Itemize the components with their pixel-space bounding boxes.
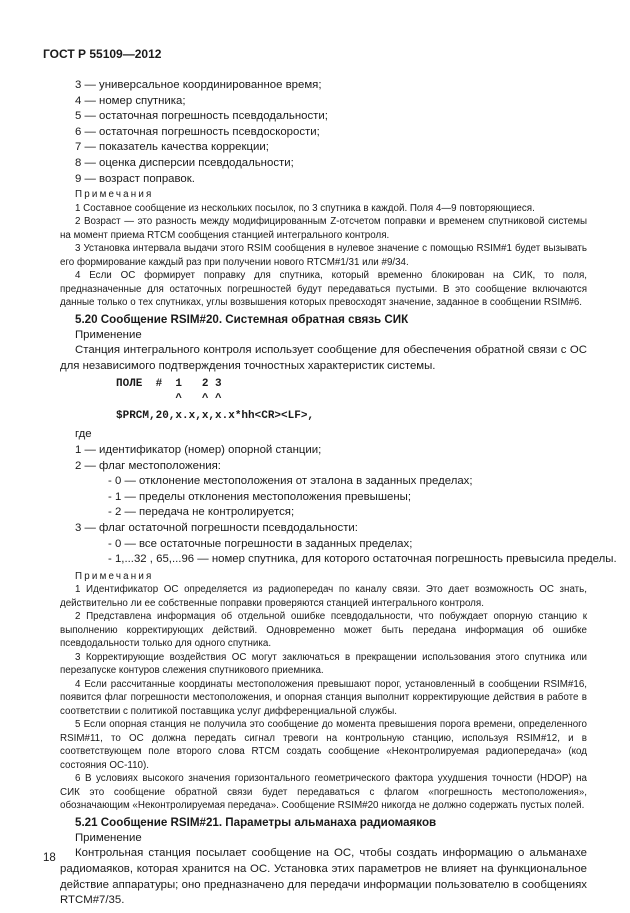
format-string: $PRCM,20,x.x,x,x.x*hh<CR><LF>, [116,410,315,423]
sub-item: - 1,...32 , 65,...96 — номер спутника, для которого остаточная погрешность превысила пределы. [108,553,617,566]
list-item: 5 — остаточная погрешность псевдодальности; [75,110,328,123]
page-number: 18 [43,852,56,864]
document-header: ГОСТ Р 55109—2012 [43,47,162,61]
list-item: 1 — идентификатор (номер) опорной станции; [75,444,322,457]
notes-block-1 [60,188,587,310]
list-item: 7 — показатель качества коррекции; [75,141,269,154]
section-title-5-20: 5.20 Сообщение RSIM#20. Системная обратная связь СИК [75,312,409,326]
section-text: Контрольная станция посылает сообщение на ОС, чтобы создать информацию о альманахе радиомаяков, которая хранится на ОС. Установка этих параметров не влияет на функциональное действие аппаратуры; оно предназначено для передачи информации пользователю в сообщениях RTCM#7/35. [60,847,587,907]
note: 3 Установка интервала выдачи этого RSIM сообщения в нулевое значение с помощью RSIM#1 будет вызывать его формирование каждый раз при получении нового RTCM#1/31 или #9/34. [60,243,587,268]
sub-item: - 0 — отклонение местоположения от эталона в заданных пределах; [108,475,473,488]
format-field-line: ПОЛЕ # 1 2 3 [116,378,222,391]
note: 1 Идентификатор ОС определяется из радиопередач по каналу связи. Это дает возможность ОС знать, действительно ли ее собственные поправки проверяются станцией интегрального контроля. [60,584,587,609]
note: 6 В условиях высокого значения горизонтального геометрического фактора ухудшения точности (HDOP) на СИК это сообщение обратной связи будет передаваться с флагом «погрешность местоположения», обозначающим «Неконтролируемая передача». Сообщение RSIM#20 никогда не должно содержать пустых полей. [60,773,587,812]
where-label: где [75,428,92,441]
note: 1 Составное сообщение из нескольких посылок, по 3 спутника в каждой. Поля 4—9 повторяющиеся. [75,202,535,214]
section-title-5-21: 5.21 Сообщение RSIM#21. Параметры альманаха радиомаяков [75,815,437,829]
format-caret-line: ^ ^ ^ [116,393,222,406]
sub-item: - 0 — все остаточные погрешности в заданных пределах; [108,537,413,550]
note: 5 Если опорная станция не получила это сообщение до момента превышения порога времени, определенного RSIM#11, то ОС должна передать сигнал тревоги на контрольную станцию, используя RSIM#12, и в соответствующем поле второго слова RTCM создать сообщение «Неконтролируемая радиопередача» (код состояния ОС-110). [60,719,587,771]
application-label: Применение [75,328,142,341]
list-item: 4 — номер спутника; [75,94,186,107]
note: 2 Представлена информация об отдельной ошибке псевдодальности, что побуждает опорную станцию к выполнению корректирующих действий. Одновременно может быть передана информация об ошибке псевдодальности только для одного спутника. [60,611,587,650]
application-label: Применение [75,831,142,844]
sub-item: - 2 — передача не контролируется; [108,506,295,519]
notes-heading: Примечания [75,189,154,201]
list-item: 2 — флаг местоположения: [75,459,221,472]
page-content [60,78,617,909]
note: 2 Возраст — это разность между модифицированным Z-отсчетом поправки и временем спутниковой системы на момент приема RTCM сообщения станцией интегрального контроля. [60,216,587,241]
list-item: 9 — возраст поправок. [75,172,195,185]
list-item: 8 — оценка дисперсии псевдодальности; [75,156,294,169]
note: 4 Если ОС формирует поправку для спутника, который временно блокирован на СИК, то поля, предназначенные для остаточных погрешностей будут передаваться пустыми. В это сообщение включаются данные только о тех спутниках, углы возвышения которых превосходят значение, заданное в сообщении RSIM#6. [60,270,587,309]
note: 3 Корректирующие воздействия ОС могут заключаться в прекращении использования этого спутника или перезапуске контуров слежения спутникового приемника. [60,651,587,677]
field-list-top [75,78,587,187]
list-item: 6 — остаточная погрешность псевдоскорости; [75,125,320,138]
section-text: Станция интегрального контроля использует сообщение для обеспечения обратной связи с ОС для независимого подтверждения точностных характеристик системы. [60,344,587,372]
list-item: 3 — флаг остаточной погрешности псевдодальности: [75,522,358,534]
list-item: 3 — универсальное координированное время; [75,79,322,91]
notes-block-2 [60,570,587,813]
note: 4 Если рассчитанные координаты местоположения превышают порог, установленный в сообщении RSIM#16, появится флаг погрешности местоположения, и опорная станция выполнит корректирующие действия в работе в соответствии с политикой поставщика услуг дифференциальной службы. [60,678,587,717]
notes-heading: Примечания [75,570,154,582]
sub-item: - 1 — пределы отклонения местоположения превышены; [108,490,411,503]
